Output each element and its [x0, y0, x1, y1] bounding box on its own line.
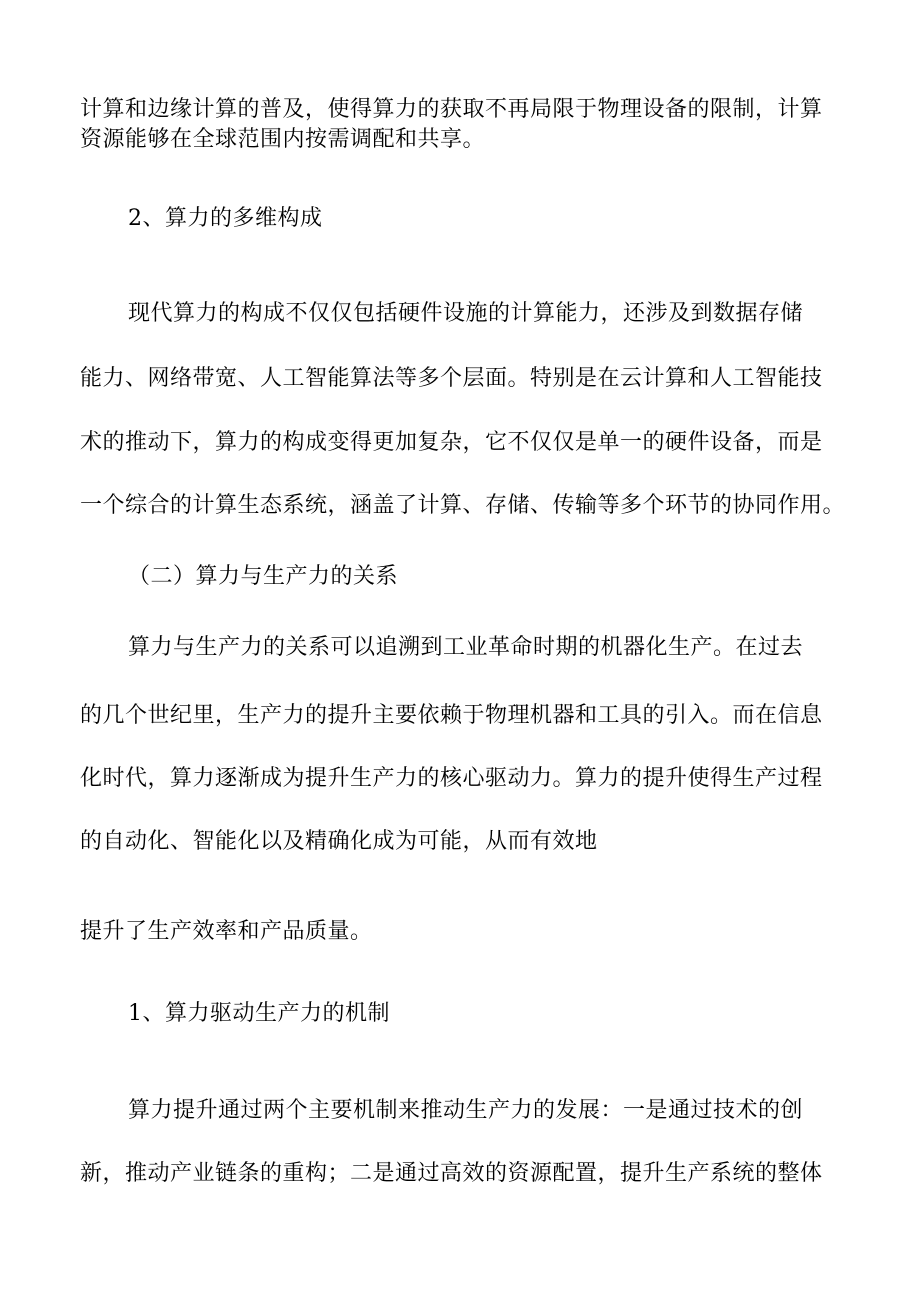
- paragraph-line: 提升了生产效率和产品质量。: [80, 919, 373, 944]
- paragraph-line: 化时代，算力逐渐成为提升生产力的核心驱动力。算力的提升使得生产过程: [80, 766, 823, 791]
- paragraph-line: 计算和边缘计算的普及，使得算力的获取不再局限于物理设备的限制，计算: [80, 97, 823, 122]
- section-heading: 2、算力的多维构成: [128, 206, 323, 231]
- paragraph-line: 一个综合的计算生态系统，涵盖了计算、存储、传输等多个环节的协同作用。: [80, 493, 846, 518]
- paragraph-line: 算力与生产力的关系可以追溯到工业革命时期的机器化生产。在过去: [128, 635, 804, 660]
- paragraph-line: 资源能够在全球范围内按需调配和共享。: [80, 127, 486, 152]
- paragraph-line: 的几个世纪里，生产力的提升主要依赖于物理机器和工具的引入。而在信息: [80, 703, 823, 728]
- paragraph-line: 能力、网络带宽、人工智能算法等多个层面。特别是在云计算和人工智能技: [80, 366, 823, 391]
- paragraph-line: 现代算力的构成不仅仅包括硬件设施的计算能力，还涉及到数据存储: [128, 301, 804, 326]
- section-heading: （二）算力与生产力的关系: [128, 564, 399, 589]
- section-heading: 1、算力驱动生产力的机制: [128, 1001, 390, 1026]
- paragraph-line: 算力提升通过两个主要机制来推动生产力的发展：一是通过技术的创: [128, 1098, 804, 1123]
- paragraph-line: 的自动化、智能化以及精确化成为可能，从而有效地: [80, 829, 598, 854]
- paragraph-line: 术的推动下，算力的构成变得更加复杂，它不仅仅是单一的硬件设备，而是: [80, 430, 823, 455]
- paragraph-line: 新，推动产业链条的重构；二是通过高效的资源配置，提升生产系统的整体: [80, 1161, 823, 1186]
